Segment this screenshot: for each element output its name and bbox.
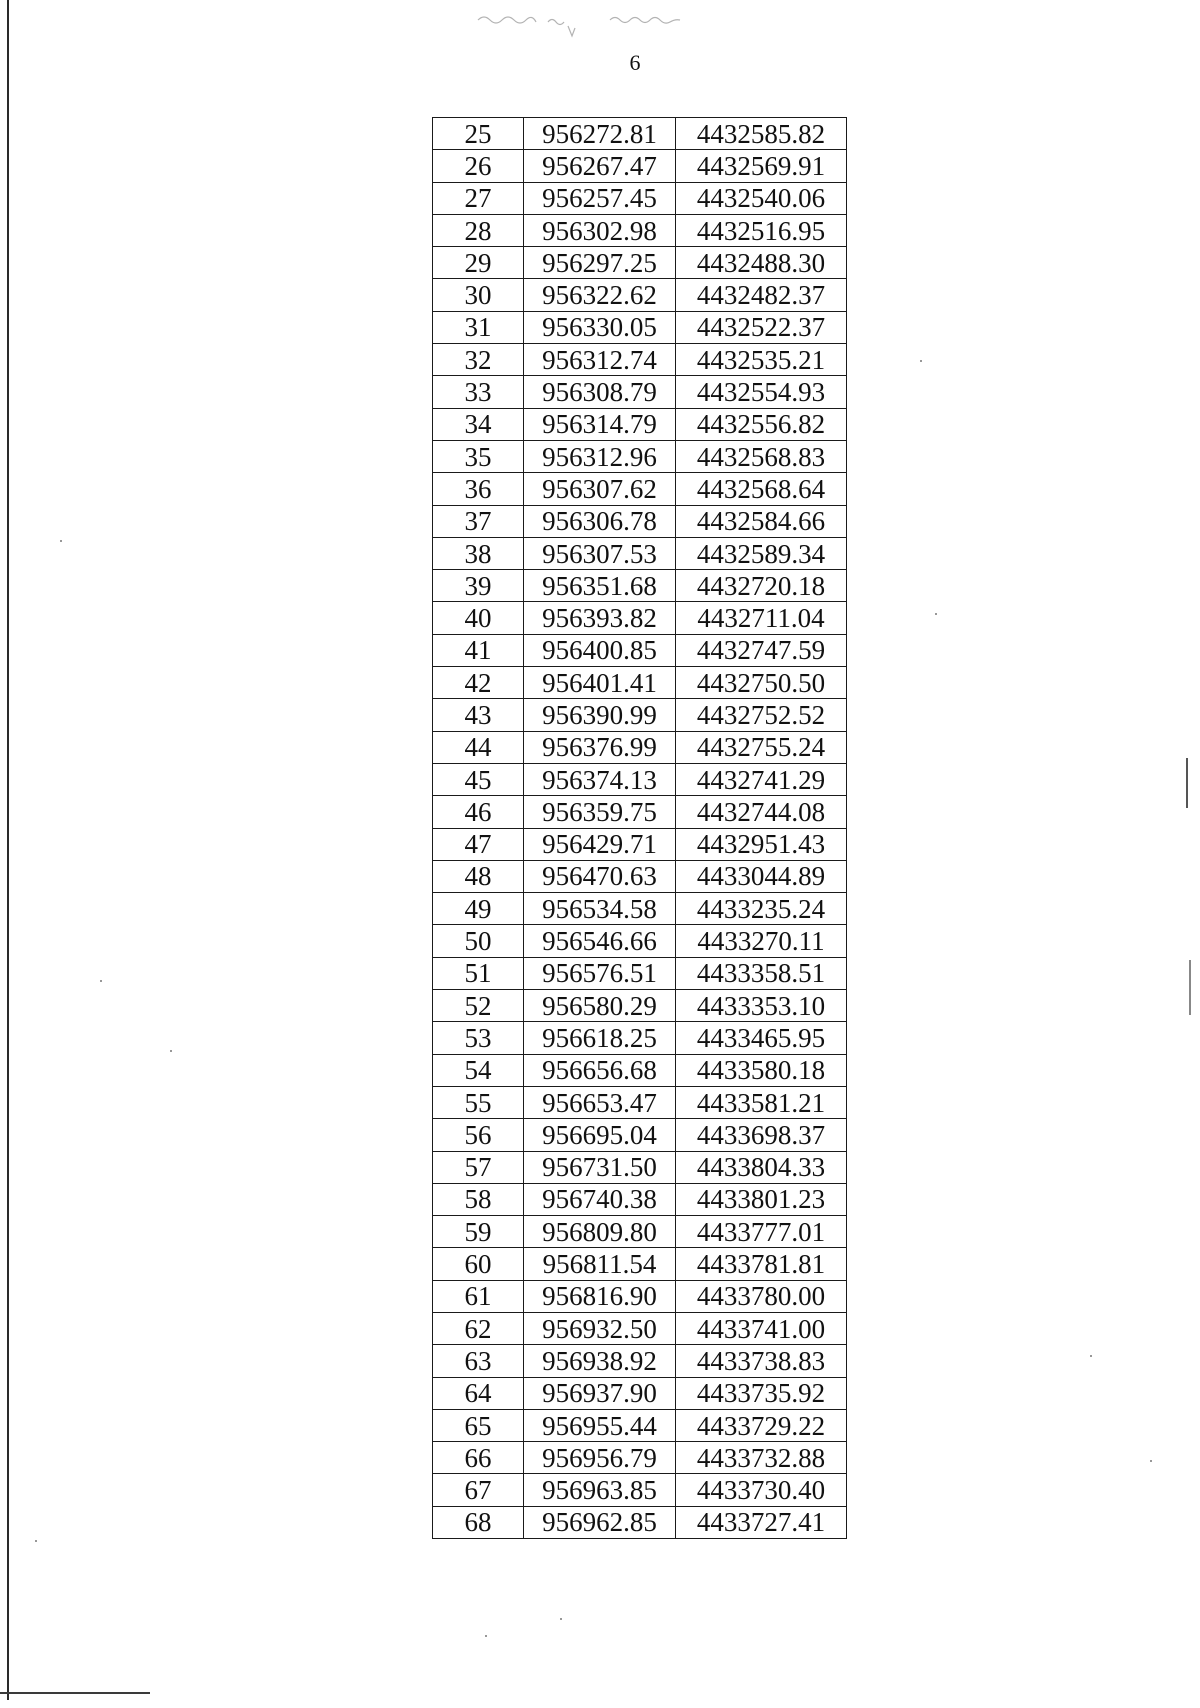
table-row — [433, 214, 847, 246]
x-coordinate-cell: 956731.50 — [524, 1151, 676, 1183]
table-row — [433, 828, 847, 860]
x-coordinate-cell: 956576.51 — [524, 957, 676, 989]
y-coordinate-cell: 4433777.01 — [676, 1216, 847, 1248]
y-coordinate-cell: 4432750.50 — [676, 667, 847, 699]
y-coordinate-cell: 4432540.06 — [676, 182, 847, 214]
point-number-cell: 31 — [433, 311, 524, 343]
point-number-cell: 41 — [433, 634, 524, 666]
x-coordinate-cell: 956312.74 — [524, 344, 676, 376]
x-coordinate-cell: 956297.25 — [524, 247, 676, 279]
table-row — [433, 1022, 847, 1054]
table-row — [433, 376, 847, 408]
point-number-cell: 51 — [433, 957, 524, 989]
point-number-cell: 40 — [433, 602, 524, 634]
y-coordinate-cell: 4433801.23 — [676, 1183, 847, 1215]
x-coordinate-cell: 956656.68 — [524, 1054, 676, 1086]
table-row — [433, 1506, 847, 1538]
y-coordinate-cell: 4432535.21 — [676, 344, 847, 376]
scan-speck — [100, 980, 102, 982]
y-coordinate-cell: 4432488.30 — [676, 247, 847, 279]
x-coordinate-cell: 956809.80 — [524, 1216, 676, 1248]
x-coordinate-cell: 956937.90 — [524, 1377, 676, 1409]
scan-border-left — [7, 0, 9, 1700]
x-coordinate-cell: 956534.58 — [524, 893, 676, 925]
table-row — [433, 1216, 847, 1248]
table-row — [433, 279, 847, 311]
x-coordinate-cell: 956932.50 — [524, 1312, 676, 1344]
point-number-cell: 45 — [433, 763, 524, 795]
y-coordinate-cell: 4432720.18 — [676, 570, 847, 602]
x-coordinate-cell: 956322.62 — [524, 279, 676, 311]
point-number-cell: 57 — [433, 1151, 524, 1183]
y-coordinate-cell: 4432711.04 — [676, 602, 847, 634]
scan-border-bottom — [0, 1692, 150, 1694]
point-number-cell: 56 — [433, 1119, 524, 1151]
x-coordinate-cell: 956359.75 — [524, 796, 676, 828]
point-number-cell: 35 — [433, 440, 524, 472]
x-coordinate-cell: 956695.04 — [524, 1119, 676, 1151]
y-coordinate-cell: 4433235.24 — [676, 893, 847, 925]
y-coordinate-cell: 4433781.81 — [676, 1248, 847, 1280]
table-row — [433, 990, 847, 1022]
table-row — [433, 344, 847, 376]
point-number-cell: 46 — [433, 796, 524, 828]
x-coordinate-cell: 956938.92 — [524, 1345, 676, 1377]
table-row — [433, 1442, 847, 1474]
scan-speck — [560, 1618, 562, 1620]
x-coordinate-cell: 956314.79 — [524, 408, 676, 440]
point-number-cell: 32 — [433, 344, 524, 376]
x-coordinate-cell: 956257.45 — [524, 182, 676, 214]
y-coordinate-cell: 4433735.92 — [676, 1377, 847, 1409]
scan-mark-right — [1186, 758, 1188, 808]
table-row — [433, 1248, 847, 1280]
x-coordinate-cell: 956307.62 — [524, 473, 676, 505]
point-number-cell: 65 — [433, 1409, 524, 1441]
point-number-cell: 29 — [433, 247, 524, 279]
y-coordinate-cell: 4432556.82 — [676, 408, 847, 440]
table-row — [433, 1151, 847, 1183]
x-coordinate-cell: 956955.44 — [524, 1409, 676, 1441]
point-number-cell: 30 — [433, 279, 524, 311]
table-row — [433, 505, 847, 537]
y-coordinate-cell: 4433732.88 — [676, 1442, 847, 1474]
x-coordinate-cell: 956390.99 — [524, 699, 676, 731]
scan-speck — [170, 1050, 172, 1052]
point-number-cell: 60 — [433, 1248, 524, 1280]
y-coordinate-cell: 4433804.33 — [676, 1151, 847, 1183]
scan-speck — [935, 613, 937, 615]
y-coordinate-cell: 4433270.11 — [676, 925, 847, 957]
point-number-cell: 39 — [433, 570, 524, 602]
table-row — [433, 1345, 847, 1377]
point-number-cell: 64 — [433, 1377, 524, 1409]
y-coordinate-cell: 4432747.59 — [676, 634, 847, 666]
point-number-cell: 38 — [433, 537, 524, 569]
x-coordinate-cell: 956308.79 — [524, 376, 676, 408]
x-coordinate-cell: 956956.79 — [524, 1442, 676, 1474]
point-number-cell: 49 — [433, 893, 524, 925]
y-coordinate-cell: 4432568.83 — [676, 440, 847, 472]
table-row — [433, 440, 847, 472]
point-number-cell: 28 — [433, 214, 524, 246]
table-row — [433, 796, 847, 828]
y-coordinate-cell: 4432752.52 — [676, 699, 847, 731]
point-number-cell: 33 — [433, 376, 524, 408]
y-coordinate-cell: 4432522.37 — [676, 311, 847, 343]
table-row — [433, 118, 847, 150]
point-number-cell: 59 — [433, 1216, 524, 1248]
y-coordinate-cell: 4432755.24 — [676, 731, 847, 763]
point-number-cell: 26 — [433, 150, 524, 182]
x-coordinate-cell: 956267.47 — [524, 150, 676, 182]
x-coordinate-cell: 956330.05 — [524, 311, 676, 343]
x-coordinate-cell: 956401.41 — [524, 667, 676, 699]
x-coordinate-cell: 956306.78 — [524, 505, 676, 537]
y-coordinate-cell: 4433780.00 — [676, 1280, 847, 1312]
point-number-cell: 42 — [433, 667, 524, 699]
point-number-cell: 27 — [433, 182, 524, 214]
y-coordinate-cell: 4433727.41 — [676, 1506, 847, 1538]
table-row — [433, 408, 847, 440]
table-row — [433, 1280, 847, 1312]
table-row — [433, 860, 847, 892]
point-number-cell: 43 — [433, 699, 524, 731]
y-coordinate-cell: 4432951.43 — [676, 828, 847, 860]
y-coordinate-cell: 4433741.00 — [676, 1312, 847, 1344]
table-row — [433, 634, 847, 666]
x-coordinate-cell: 956429.71 — [524, 828, 676, 860]
point-number-cell: 66 — [433, 1442, 524, 1474]
point-number-cell: 54 — [433, 1054, 524, 1086]
y-coordinate-cell: 4433044.89 — [676, 860, 847, 892]
y-coordinate-cell: 4433358.51 — [676, 957, 847, 989]
x-coordinate-cell: 956393.82 — [524, 602, 676, 634]
point-number-cell: 67 — [433, 1474, 524, 1506]
scan-speck — [35, 1540, 37, 1542]
point-number-cell: 48 — [433, 860, 524, 892]
x-coordinate-cell: 956312.96 — [524, 440, 676, 472]
table-row — [433, 311, 847, 343]
y-coordinate-cell: 4432516.95 — [676, 214, 847, 246]
table-row — [433, 570, 847, 602]
x-coordinate-cell: 956580.29 — [524, 990, 676, 1022]
y-coordinate-cell: 4432584.66 — [676, 505, 847, 537]
scan-speck — [1150, 1460, 1152, 1462]
faded-stamp-mark — [470, 4, 730, 44]
point-number-cell: 62 — [433, 1312, 524, 1344]
coordinates-table — [432, 117, 847, 1539]
y-coordinate-cell: 4433698.37 — [676, 1119, 847, 1151]
table-row — [433, 473, 847, 505]
x-coordinate-cell: 956618.25 — [524, 1022, 676, 1054]
y-coordinate-cell: 4432568.64 — [676, 473, 847, 505]
y-coordinate-cell: 4433729.22 — [676, 1409, 847, 1441]
x-coordinate-cell: 956272.81 — [524, 118, 676, 150]
y-coordinate-cell: 4433730.40 — [676, 1474, 847, 1506]
x-coordinate-cell: 956963.85 — [524, 1474, 676, 1506]
point-number-cell: 52 — [433, 990, 524, 1022]
table-row — [433, 925, 847, 957]
x-coordinate-cell: 956302.98 — [524, 214, 676, 246]
page-number: 6 — [629, 50, 641, 75]
x-coordinate-cell: 956307.53 — [524, 537, 676, 569]
y-coordinate-cell: 4433738.83 — [676, 1345, 847, 1377]
scan-mark-right-lower — [1189, 960, 1191, 1015]
table-row — [433, 957, 847, 989]
y-coordinate-cell: 4432554.93 — [676, 376, 847, 408]
table-row — [433, 1119, 847, 1151]
point-number-cell: 61 — [433, 1280, 524, 1312]
coordinates-table-body — [433, 118, 847, 1539]
point-number-cell: 34 — [433, 408, 524, 440]
y-coordinate-cell: 4433580.18 — [676, 1054, 847, 1086]
point-number-cell: 36 — [433, 473, 524, 505]
y-coordinate-cell: 4433353.10 — [676, 990, 847, 1022]
table-row — [433, 182, 847, 214]
x-coordinate-cell: 956816.90 — [524, 1280, 676, 1312]
table-row — [433, 150, 847, 182]
y-coordinate-cell: 4432585.82 — [676, 118, 847, 150]
x-coordinate-cell: 956351.68 — [524, 570, 676, 602]
table-row — [433, 1086, 847, 1118]
table-row — [433, 667, 847, 699]
table-row — [433, 1312, 847, 1344]
table-row — [433, 1054, 847, 1086]
x-coordinate-cell: 956962.85 — [524, 1506, 676, 1538]
x-coordinate-cell: 956374.13 — [524, 763, 676, 795]
y-coordinate-cell: 4432482.37 — [676, 279, 847, 311]
table-row — [433, 1377, 847, 1409]
point-number-cell: 44 — [433, 731, 524, 763]
table-row — [433, 699, 847, 731]
point-number-cell: 68 — [433, 1506, 524, 1538]
point-number-cell: 63 — [433, 1345, 524, 1377]
table-row — [433, 1409, 847, 1441]
x-coordinate-cell: 956400.85 — [524, 634, 676, 666]
y-coordinate-cell: 4432741.29 — [676, 763, 847, 795]
table-row — [433, 537, 847, 569]
point-number-cell: 47 — [433, 828, 524, 860]
y-coordinate-cell: 4432589.34 — [676, 537, 847, 569]
y-coordinate-cell: 4433581.21 — [676, 1086, 847, 1118]
y-coordinate-cell: 4432569.91 — [676, 150, 847, 182]
x-coordinate-cell: 956811.54 — [524, 1248, 676, 1280]
table-row — [433, 893, 847, 925]
scan-speck — [60, 540, 62, 542]
point-number-cell: 55 — [433, 1086, 524, 1118]
table-row — [433, 602, 847, 634]
point-number-cell: 37 — [433, 505, 524, 537]
x-coordinate-cell: 956546.66 — [524, 925, 676, 957]
table-row — [433, 731, 847, 763]
point-number-cell: 25 — [433, 118, 524, 150]
y-coordinate-cell: 4433465.95 — [676, 1022, 847, 1054]
x-coordinate-cell: 956470.63 — [524, 860, 676, 892]
y-coordinate-cell: 4432744.08 — [676, 796, 847, 828]
x-coordinate-cell: 956653.47 — [524, 1086, 676, 1118]
table-row — [433, 1183, 847, 1215]
x-coordinate-cell: 956376.99 — [524, 731, 676, 763]
scan-speck — [1090, 1355, 1092, 1357]
table-row — [433, 247, 847, 279]
point-number-cell: 58 — [433, 1183, 524, 1215]
scan-speck — [920, 360, 922, 362]
scan-speck — [485, 1635, 487, 1637]
point-number-cell: 53 — [433, 1022, 524, 1054]
x-coordinate-cell: 956740.38 — [524, 1183, 676, 1215]
table-row — [433, 1474, 847, 1506]
point-number-cell: 50 — [433, 925, 524, 957]
table-row — [433, 763, 847, 795]
